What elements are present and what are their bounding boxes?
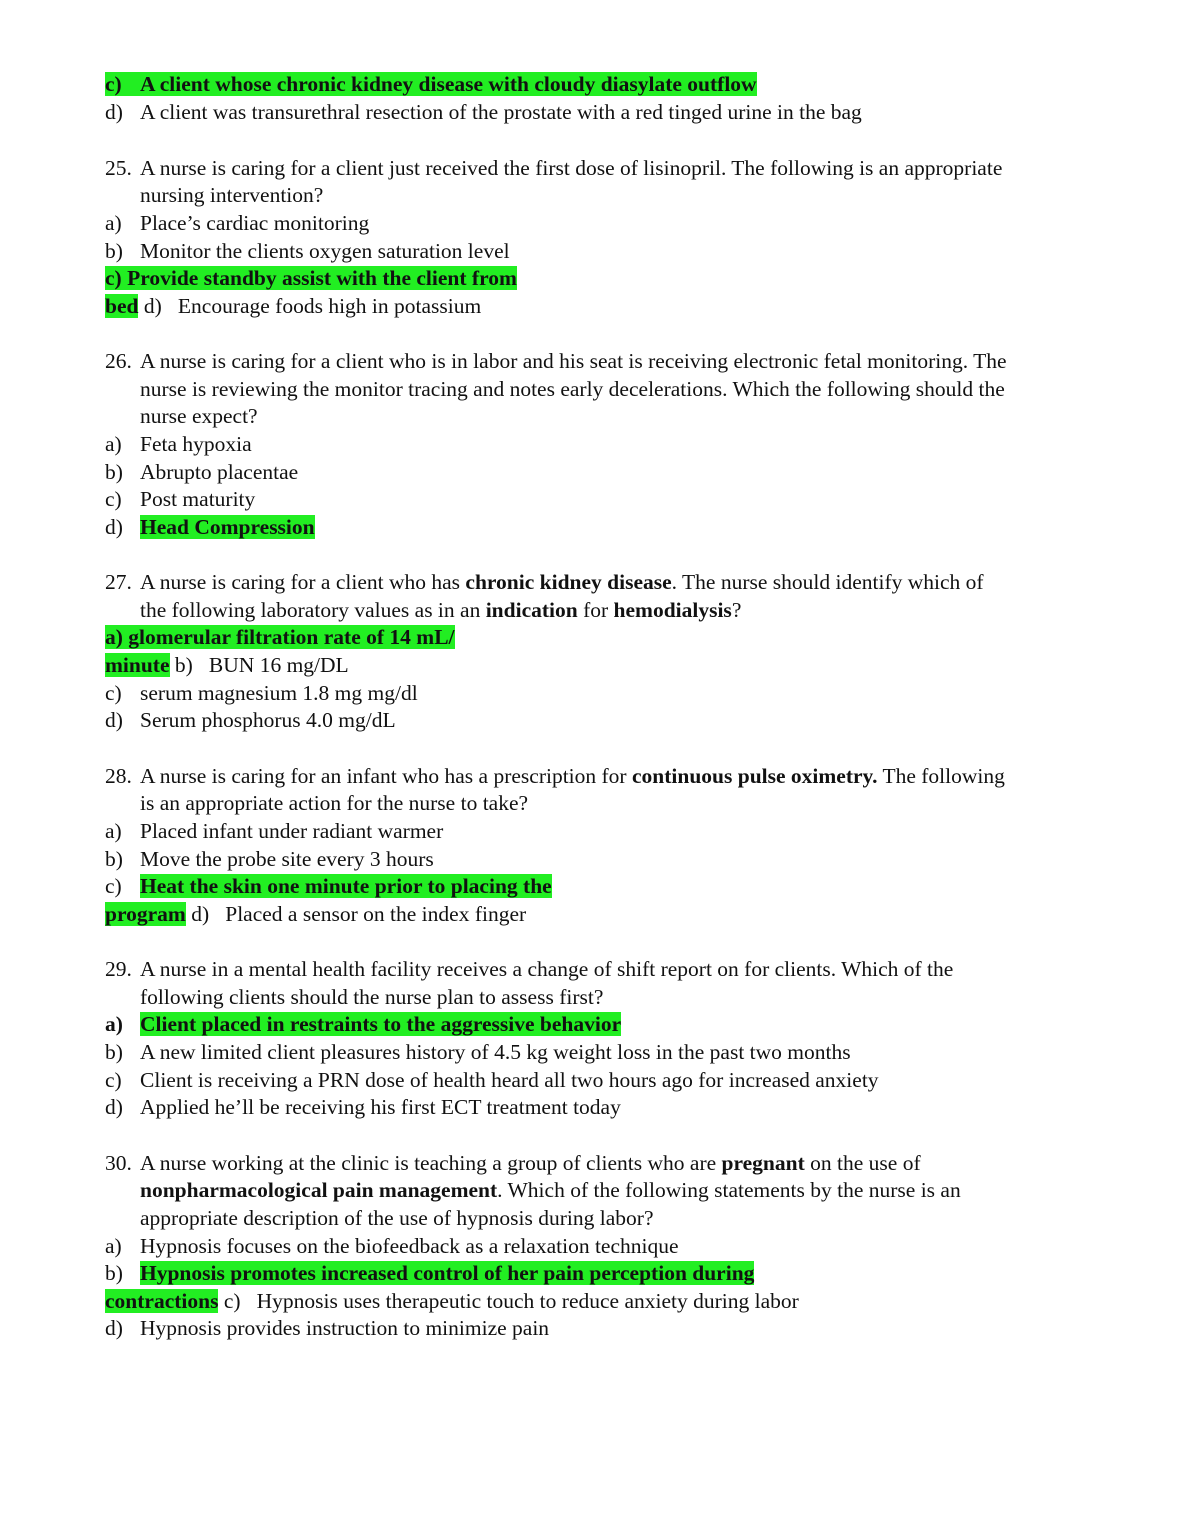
q27-option-a-highlight: a) glomerular filtration rate of 14 mL/ (105, 625, 455, 649)
q30-stem-cont-2: appropriate description of the use of hypnosis during labor? (140, 1206, 654, 1230)
q30-option-a: a) Hypnosis focuses on the biofeedback as a relaxation technique (105, 1234, 679, 1258)
q28-stem: 28. A nurse is caring for an infant who has a prescription for continuous pulse oximetry. The following (105, 764, 1005, 788)
q25-option-c-highlight: c) Provide standby assist with the client from (105, 266, 517, 290)
q29-stem: 29. A nurse in a mental health facility receives a change of shift report on for clients. Which of the (105, 957, 954, 981)
q27-stem-cont: the following laboratory values as in an indication for hemodialysis? (140, 598, 742, 622)
q27-option-d: d) Serum phosphorus 4.0 mg/dL (105, 708, 396, 732)
q30-option-b: b) Hypnosis promotes increased control of her pain perception during (105, 1261, 755, 1285)
q28-option-d: program d) Placed a sensor on the index finger (105, 902, 527, 926)
q24-option-c (105, 70, 757, 98)
q30-stem-cont-1: nonpharmacological pain management. Which of the following statements by the nurse is an (140, 1178, 961, 1202)
q25-option-d: bed d) Encourage foods high in potassium (105, 294, 482, 318)
q27-option-b: minute b) BUN 16 mg/DL (105, 653, 349, 677)
q26-stem-cont-1: nurse is reviewing the monitor tracing and notes early decelerations. Which the following should the (140, 377, 1005, 401)
q26-option-a: a) Feta hypoxia (105, 432, 252, 456)
q25-option-c (105, 264, 517, 292)
q26-option-b: b) Abrupto placentae (105, 460, 299, 484)
q28-stem-cont: is an appropriate action for the nurse to take? (140, 791, 529, 815)
q25-stem: 25. A nurse is caring for a client just received the first dose of lisinopril. The following is an appropriate (105, 156, 1003, 180)
q27-option-c: c) serum magnesium 1.8 mg mg/dl (105, 681, 418, 705)
q26-stem-cont-2: nurse expect? (140, 404, 258, 428)
q30-option-c: contractions c) Hypnosis uses therapeutic touch to reduce anxiety during labor (105, 1289, 799, 1313)
q27-stem: 27. A nurse is caring for a client who has chronic kidney disease. The nurse should identify which of (105, 570, 984, 594)
q29-option-d: d) Applied he’ll be receiving his first ECT treatment today (105, 1095, 621, 1119)
q25-stem-cont: nursing intervention? (140, 183, 324, 207)
q29-option-c: c) Client is receiving a PRN dose of health heard all two hours ago for increased anxiety (105, 1068, 879, 1092)
q28-option-c: c) Heat the skin one minute prior to placing the (105, 874, 552, 898)
q29-option-b: b) A new limited client pleasures history of 4.5 kg weight loss in the past two months (105, 1040, 851, 1064)
q30-option-b-highlight: Hypnosis promotes increased control of her pain perception during (140, 1261, 755, 1285)
q29-stem-cont: following clients should the nurse plan to assess first? (140, 985, 604, 1009)
q28-option-a: a) Placed infant under radiant warmer (105, 819, 444, 843)
q24-option-d: d) A client was transurethral resection of the prostate with a red tinged urine in the bag (105, 100, 862, 124)
q24-option-c-highlight: c) A client whose chronic kidney disease with cloudy diasylate outflow (105, 72, 757, 96)
q26-option-c: c) Post maturity (105, 487, 256, 511)
q29-option-a: a) Client placed in restraints to the aggressive behavior (105, 1012, 622, 1036)
q30-option-d: d) Hypnosis provides instruction to minimize pain (105, 1316, 550, 1340)
q27-option-a (105, 623, 455, 651)
q26-stem: 26. A nurse is caring for a client who is in labor and his seat is receiving electronic fetal monitoring. The (105, 349, 1007, 373)
q26-option-d: d) Head Compression (105, 515, 315, 539)
q25-option-b: b) Monitor the clients oxygen saturation level (105, 239, 510, 263)
q25-option-a: a) Place’s cardiac monitoring (105, 211, 370, 235)
q28-option-b: b) Move the probe site every 3 hours (105, 847, 434, 871)
q30-stem: 30. A nurse working at the clinic is teaching a group of clients who are pregnant on the use of (105, 1151, 921, 1175)
